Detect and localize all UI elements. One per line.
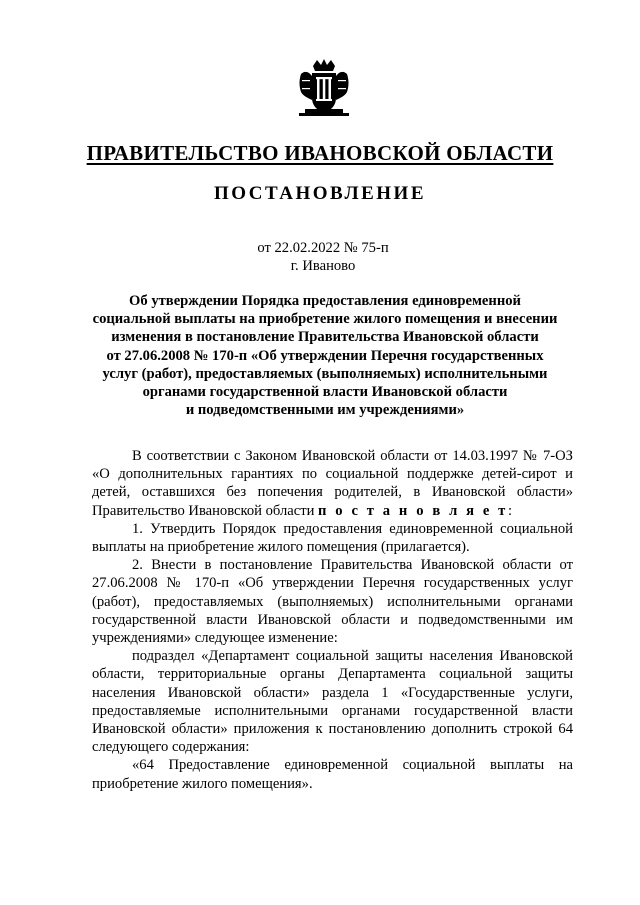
title-line: и подведомственными им учреждениями»	[185, 402, 465, 419]
document-type: ПОСТАНОВЛЕНИЕ	[213, 183, 427, 204]
document-city: г. Иваново	[290, 258, 356, 274]
title-line: органами государственной власти Ивановской области	[142, 384, 508, 401]
item-2-paragraph: 2. Внести в постановление Правительства Ивановской области от 27.06.2008 № 170-п «Об утверждении Перечня государственных услуг (работ), предоставляемых (выполняемых) исполнительными органами государственной власти Ивановской области и подведомственными им учреждениями» следующее изменение:	[92, 557, 573, 647]
quote-paragraph: «64 Предоставление единовременной социальной выплаты на приобретение жилого помещения».	[92, 757, 573, 792]
document-date-number: от 22.02.2022 № 75-п	[257, 240, 389, 256]
title-line: Об утверждении Порядка предоставления единовременной	[129, 293, 521, 309]
title-line: социальной выплаты на приобретение жилого помещения и внесении	[92, 311, 558, 328]
organization-name: ПРАВИТЕЛЬСТВО ИВАНОВСКОЙ ОБЛАСТИ	[86, 141, 554, 165]
preamble-paragraph	[92, 447, 573, 520]
preamble-text: В соответствии с Законом Ивановской области от 14.03.1997 № 7-ОЗ «О дополнительных гарантиях по социальной поддержке детей-сирот и детей, оставшихся без попечения родителей, в Ивановской области» Правительство Ивановской области	[92, 448, 573, 519]
coat-of-arms-emblem	[297, 58, 351, 118]
document-title	[78, 292, 572, 419]
resolves-suffix: :	[507, 502, 513, 519]
title-line: изменения в постановление Правительства Ивановской области	[111, 329, 539, 346]
title-line: от 27.06.2008 № 170-п «Об утверждении Перечня государственных	[106, 347, 544, 364]
resolves-word: п о с т а н о в л я е т	[318, 502, 508, 519]
title-line: услуг (работ), предоставляемых (выполняемых) исполнительными	[102, 365, 548, 382]
document-body	[92, 447, 573, 793]
item-1-paragraph: 1. Утвердить Порядок предоставления единовременной социальной выплаты на приобретение жилого помещения (прилагается).	[92, 520, 573, 556]
subsection-paragraph: подраздел «Департамент социальной защиты населения Ивановской области, территориальные органы Департамента социальной защиты населения Ивановской области» раздела 1 «Государственные услуги, предоставляемые исполнительными органами государственной власти Ивановской области» приложения к постановлению дополнить строкой 64 следующего содержания:	[92, 648, 573, 756]
